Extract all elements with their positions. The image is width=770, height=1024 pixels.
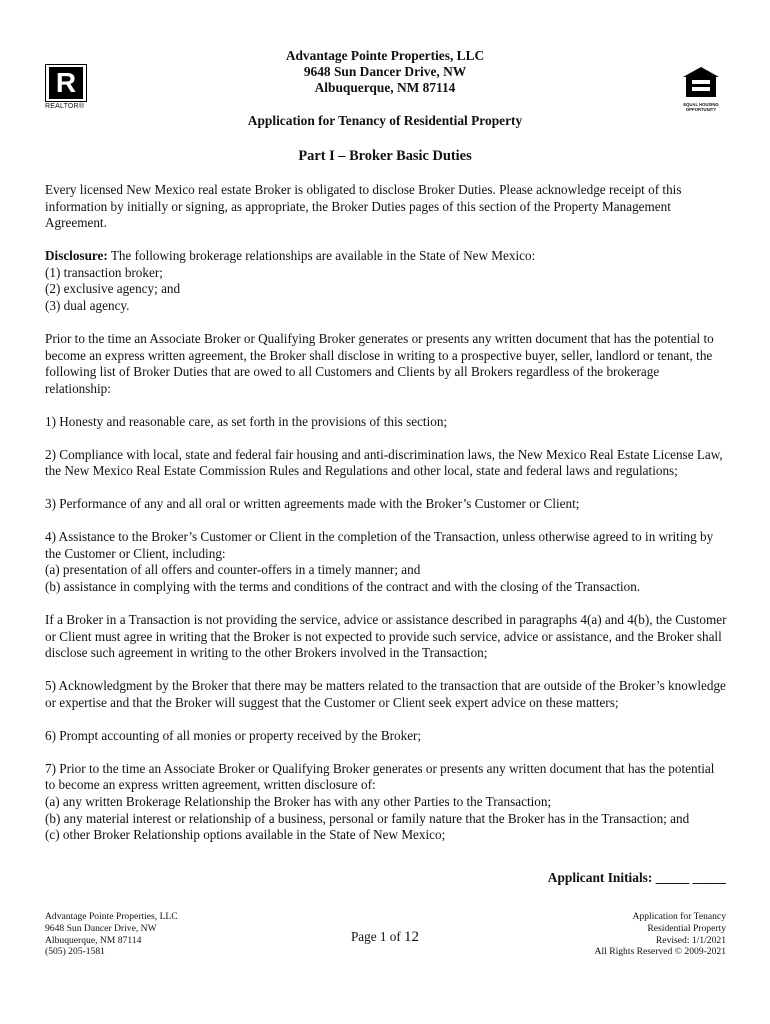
duty-3: 3) Performance of any and all oral or written agreements made with the Broker’s Customer or Client; bbox=[45, 496, 580, 512]
disclosure-label: Disclosure: bbox=[45, 248, 108, 264]
duty-4: 4) Assistance to the Broker’s Customer or Client in the completion of the Transaction, unless otherwise agreed to in writing by the Customer or Client, including: (a) presentation of all offers and counter-offers in a timely manner; and (b) assistance in complying with the terms and conditions of the contract and with the closing of the Transaction. bbox=[45, 529, 714, 595]
company-street: 9648 Sun Dancer Drive, NW bbox=[303, 64, 467, 80]
letterhead bbox=[0, 48, 770, 97]
list-item: (a) any written Brokerage Relationship the Broker has with any other Parties to the Transaction; bbox=[45, 793, 552, 809]
duty-7: 7) Prior to the time an Associate Broker or Qualifying Broker generates or presents any written document that has the potential to become an express written agreement, written disclosure of: (a) any written Brokerage Relationship the Broker has with any other Parties to the Transaction; (b) any material interest or relationship of a business, personal or family nature that the Broker has in the Transaction; and (c) other Broker Relationship options available in the State of New Mexico; bbox=[45, 760, 715, 843]
list-item: (c) other Broker Relationship options available in the State of New Mexico; bbox=[45, 827, 446, 843]
list-item: (b) any material interest or relationship of a business, personal or family nature that the Broker has in the Transaction; and bbox=[45, 810, 690, 826]
company-city: Albuquerque, NM 87114 bbox=[314, 80, 456, 96]
equal-housing-logo: EQUAL HOUSING OPPORTUNITY bbox=[678, 66, 724, 112]
application-title: Application for Tenancy of Residential Property bbox=[247, 113, 523, 128]
applicant-initials: Applicant Initials: _____ _____ bbox=[547, 870, 726, 885]
footer-address: Advantage Pointe Properties, LLC 9648 Sun Dancer Drive, NW Albuquerque, NM 87114 (505) 205-1581 bbox=[45, 911, 178, 958]
duty-1: 1) Honesty and reasonable care, as set forth in the provisions of this section; bbox=[45, 413, 448, 429]
part-title: Part I – Broker Basic Duties bbox=[298, 148, 472, 164]
duty-2: 2) Compliance with local, state and federal fair housing and anti-discrimination laws, the New Mexico Real Estate License Law, the New Mexico Real Estate Commission Rules and Regulations and other local, state and federal laws and regulations; bbox=[45, 446, 723, 479]
duty-5: 5) Acknowledgment by the Broker that there may be matters related to the transaction that are outside of the Broker’s knowledge or expertise and that the Broker will suggest that the Customer or Client seek expert advice on these matters; bbox=[45, 678, 726, 710]
page-number: Page 1 of 12 bbox=[350, 929, 420, 945]
company-name: Advantage Pointe Properties, LLC bbox=[285, 48, 485, 63]
realtor-r-icon: R bbox=[49, 67, 83, 99]
realtor-logo: R REALTOR® bbox=[45, 64, 91, 110]
footer-revision: Application for Tenancy Residential Property Revised: 1/1/2021 All Rights Reserved © 2009-2021 bbox=[594, 911, 726, 958]
document-body bbox=[45, 182, 727, 860]
list-item: (a) presentation of all offers and counter-offers in a timely manner; and bbox=[45, 562, 421, 578]
intro-paragraph: Every licensed New Mexico real estate Broker is obligated to disclose Broker Duties. Please acknowledge receipt of this information by initially or signing, as appropriate, the Broker Duties pages of this section of the Property Management Agreement. bbox=[45, 182, 682, 231]
duty-6: 6) Prompt accounting of all monies or property received by the Broker; bbox=[45, 727, 422, 743]
list-item: (2) exclusive agency; and bbox=[45, 281, 181, 297]
list-item: (3) dual agency. bbox=[45, 297, 130, 313]
if-broker-paragraph: If a Broker in a Transaction is not providing the service, advice or assistance described in paragraphs 4(a) and 4(b), the Customer or Client must agree in writing that the Broker is not expected to provide such service, advice or assistance, and the Broker shall disclose such agreement in writing to the other Brokers involved in the Transaction; bbox=[45, 612, 727, 661]
prior-paragraph: Prior to the time an Associate Broker or Qualifying Broker generates or presents any written document that has the potential to become an express written agreement, the Broker shall disclose in writing to a prospective buyer, seller, landlord or tenant, the following list of Broker Duties that are owed to all Customers and Clients by all Brokers regardless of the brokerage relationship: bbox=[45, 330, 714, 396]
list-item: (1) transaction broker; bbox=[45, 264, 163, 280]
list-item: (b) assistance in complying with the terms and conditions of the contract and with the closing of the Transaction. bbox=[45, 579, 641, 595]
disclosure-paragraph bbox=[45, 248, 727, 314]
disclosure-text: The following brokerage relationships are available in the State of New Mexico: bbox=[107, 248, 536, 264]
